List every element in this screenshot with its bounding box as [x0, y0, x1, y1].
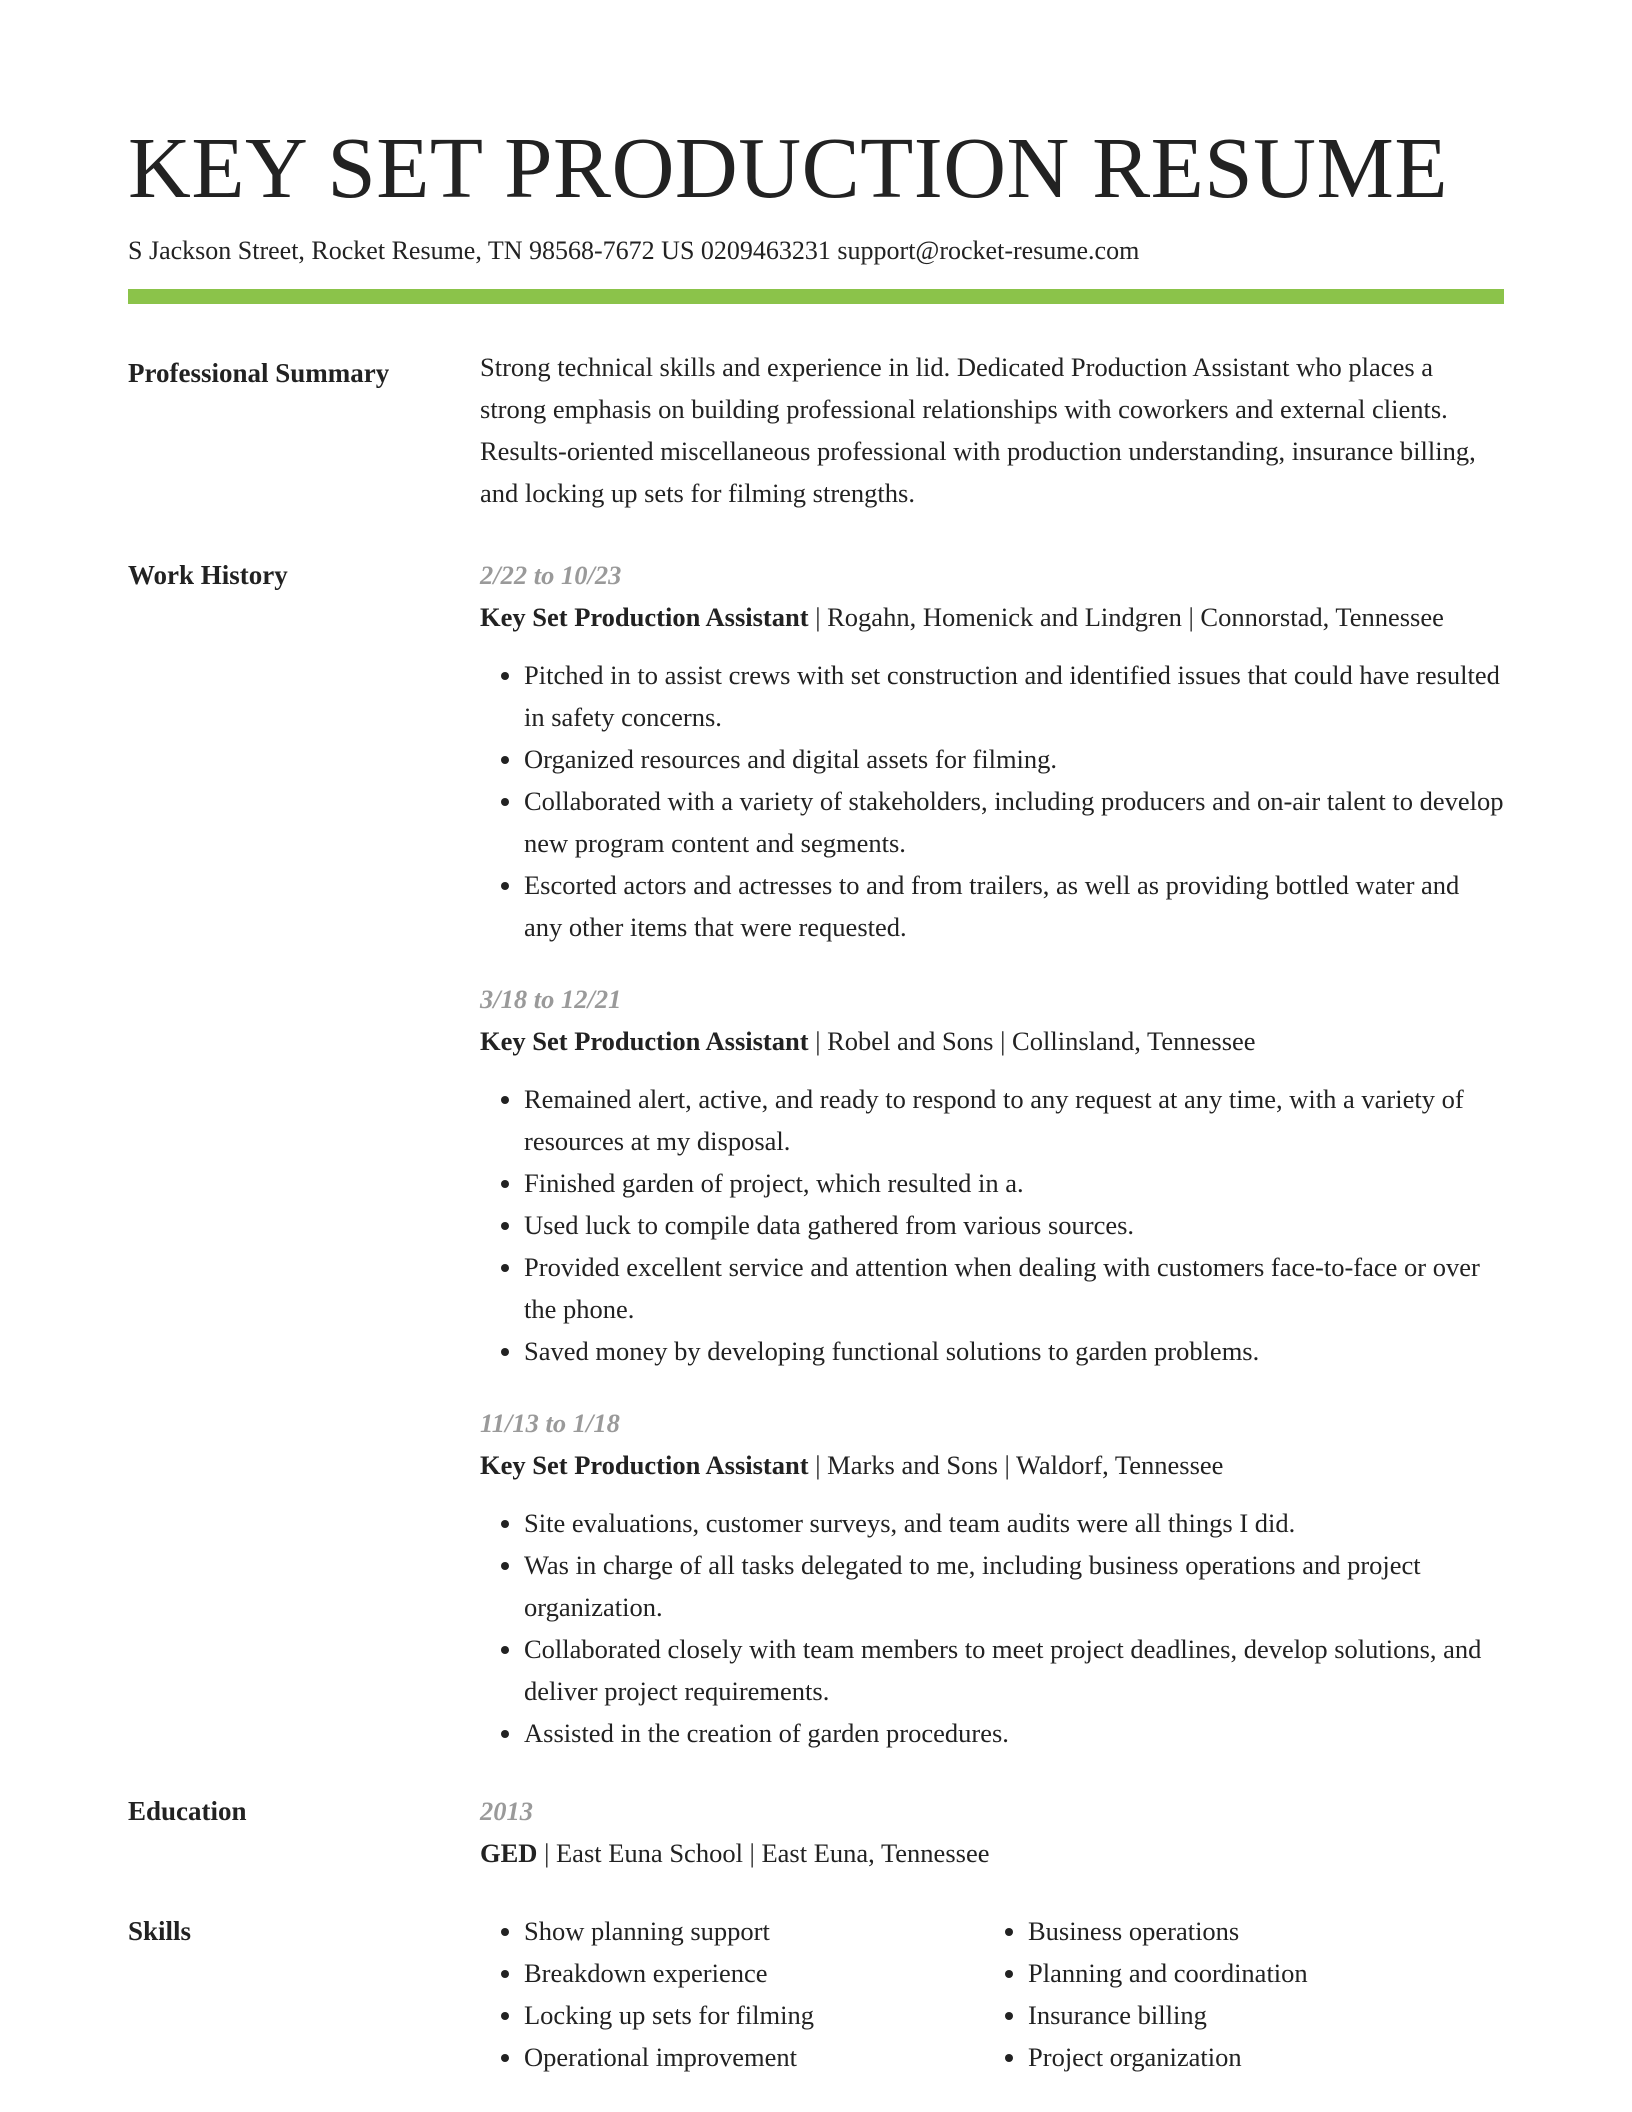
- job-bullet: • Pitched in to assist crews with set construction and identified issues that could have resulted in safety concerns.: [524, 654, 1504, 738]
- job-title: Key Set Production Assistant: [480, 602, 809, 633]
- resume-page: [128, 120, 1504, 2078]
- accent-divider: [128, 289, 1504, 304]
- job-details: | Robel and Sons | Collinsland, Tennessee: [808, 1026, 1256, 1057]
- job-dates: 3/18 to 12/21: [480, 984, 622, 1015]
- skill-item: • Show planning support: [524, 1910, 984, 1952]
- job-details: | Rogahn, Homenick and Lindgren | Connorstad, Tennessee: [808, 602, 1444, 633]
- job-dates: 11/13 to 1/18: [480, 1408, 620, 1439]
- job-bullet: • Was in charge of all tasks delegated to me, including business operations and project organization.: [524, 1544, 1504, 1628]
- job-dates: 2/22 to 10/23: [480, 560, 622, 591]
- job-title: Key Set Production Assistant: [480, 1026, 809, 1057]
- summary-text: Strong technical skills and experience in lid. Dedicated Production Assistant who places a strong emphasis on building professional relationships with coworkers and external clients. Results-oriented miscellaneous professional with production understanding, insurance billing, and locking up sets for filming strengths.: [480, 352, 1476, 509]
- job-entry: [480, 978, 1504, 1372]
- job-bullet: • Site evaluations, customer surveys, and team audits were all things I did.: [524, 1502, 1504, 1544]
- job-title: Key Set Production Assistant: [480, 1450, 809, 1481]
- education-heading: Education: [128, 1796, 247, 1827]
- job-bullet: • Organized resources and digital assets for filming.: [524, 738, 1504, 780]
- contact-line: S Jackson Street, Rocket Resume, TN 98568-7672 US 0209463231 support@rocket-resume.com: [128, 235, 1140, 265]
- skills-column-left: [480, 1910, 984, 2078]
- job-bullets: [480, 1502, 1504, 1754]
- education-entry: [480, 1832, 1504, 1874]
- skills-grid: [480, 1910, 1504, 2078]
- skills-heading: Skills: [128, 1916, 192, 1947]
- education-year: 2013: [480, 1796, 533, 1827]
- skill-item: • Business operations: [1028, 1910, 1488, 1952]
- skill-item: • Insurance billing: [1028, 1994, 1488, 2036]
- job-header: [480, 596, 1504, 638]
- job-header: [480, 1444, 1504, 1486]
- job-bullets: [480, 654, 1504, 948]
- education-section: [128, 1790, 1504, 1874]
- skills-column-right: [984, 1910, 1488, 2078]
- job-bullet: • Saved money by developing functional solutions to garden problems.: [524, 1330, 1504, 1372]
- skill-item: • Project organization: [1028, 2036, 1488, 2078]
- job-entry: [480, 554, 1504, 948]
- job-entry: [480, 1402, 1504, 1754]
- resume-title: KEY SET PRODUCTION RESUME: [128, 119, 1449, 216]
- job-bullet: • Collaborated closely with team members to meet project deadlines, develop solutions, and deliver project requirements.: [524, 1628, 1504, 1712]
- work-history-heading: Work History: [128, 560, 288, 591]
- skill-item: • Planning and coordination: [1028, 1952, 1488, 1994]
- job-bullet: • Escorted actors and actresses to and from trailers, as well as providing bottled water and any other items that were requested.: [524, 864, 1504, 948]
- job-bullet: • Remained alert, active, and ready to respond to any request at any time, with a variety of resources at my disposal.: [524, 1078, 1504, 1162]
- education-degree: GED: [480, 1838, 538, 1869]
- skill-item: • Operational improvement: [524, 2036, 984, 2078]
- job-bullets: [480, 1078, 1504, 1372]
- summary-section: [128, 352, 1504, 514]
- job-bullet: • Provided excellent service and attention when dealing with customers face-to-face or over the phone.: [524, 1246, 1504, 1330]
- work-history-list: [480, 554, 1504, 1754]
- skill-item: • Breakdown experience: [524, 1952, 984, 1994]
- job-header: [480, 1020, 1504, 1062]
- summary-heading: Professional Summary: [128, 358, 390, 389]
- skill-item: • Locking up sets for filming: [524, 1994, 984, 2036]
- skills-section: [128, 1910, 1504, 2078]
- work-history-section: [128, 554, 1504, 1754]
- job-bullet: • Used luck to compile data gathered from various sources.: [524, 1204, 1504, 1246]
- job-bullet: • Assisted in the creation of garden procedures.: [524, 1712, 1504, 1754]
- education-details: | East Euna School | East Euna, Tennessee: [537, 1838, 990, 1869]
- job-details: | Marks and Sons | Waldorf, Tennessee: [808, 1450, 1224, 1481]
- job-bullet: • Finished garden of project, which resulted in a.: [524, 1162, 1504, 1204]
- job-bullet: • Collaborated with a variety of stakeholders, including producers and on-air talent to develop new program content and segments.: [524, 780, 1504, 864]
